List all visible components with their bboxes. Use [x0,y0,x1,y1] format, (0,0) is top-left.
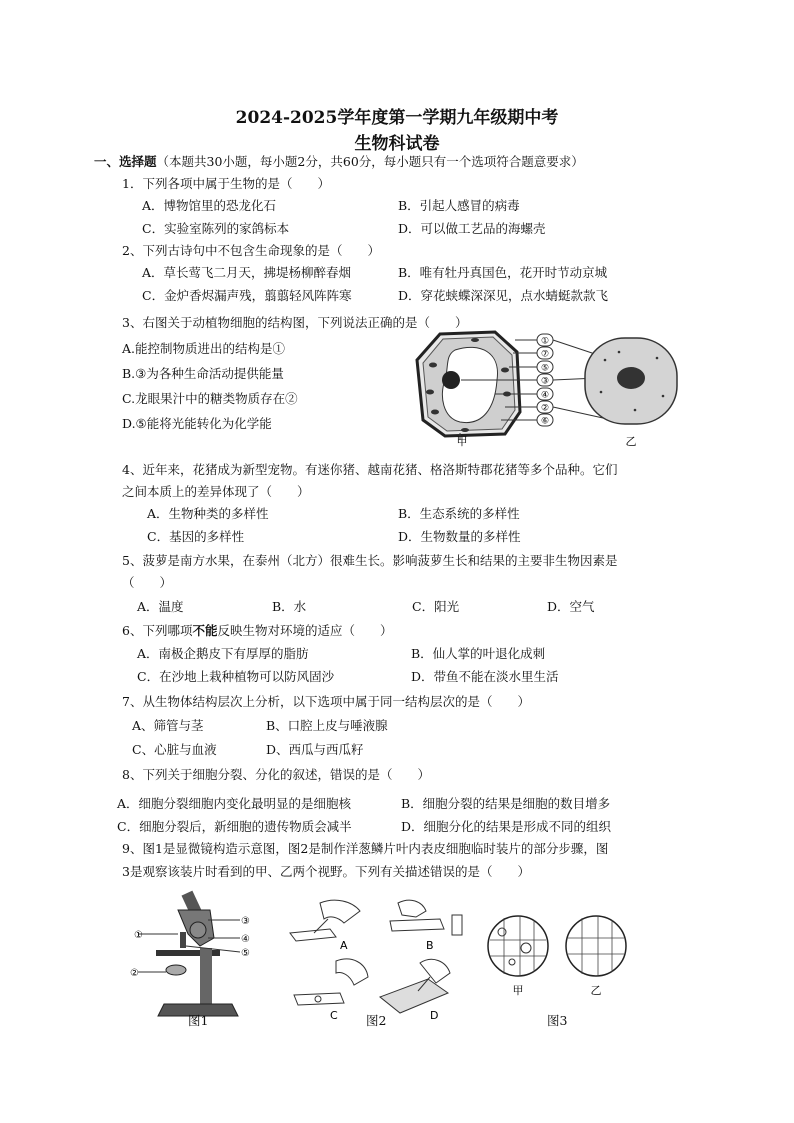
fig2-caption: 图2 [366,1013,387,1028]
q8-option-d: D．细胞分化的结果是形成不同的组织 [401,819,612,834]
section-heading [94,154,584,170]
q6-option-d: D．带鱼不能在淡水里生活 [411,669,559,684]
chloroplast [471,338,479,342]
label-6: ⑥ [540,416,550,427]
plant-cell-label: 甲 [456,435,468,448]
label-2: ② [540,403,550,414]
slide-a [290,929,336,941]
q2-option-d: D．穿花蛱蝶深深见，点水蜻蜓款款飞 [398,288,609,303]
label-3: ③ [540,376,550,387]
q4-option-a: A．生物种类的多样性 [147,506,269,521]
q9-stem-line1: 9、图1是显微镜构造示意图，图2是制作洋葱鳞片叶内表皮细胞临时装片的部分步骤，图 [122,841,609,856]
mirror [166,965,186,975]
q3-option-c: C.龙眼果汁中的糖类物质存在② [122,391,298,406]
q3-option-b: B.③为各种生命活动提供能量 [122,366,284,381]
q4-option-b: B．生态系统的多样性 [398,506,520,521]
animal-nucleus [617,367,645,389]
fig1-caption: 图1 [188,1013,209,1028]
fig1-label-5: ⑤ [241,948,250,959]
q8-option-b: B．细胞分裂的结果是细胞的数目增多 [401,796,611,811]
objective-lens [180,932,186,948]
chloroplast [431,410,439,415]
section-note: （本题共30小题，每小题2分，共60分，每小题只有一个选项符合题意要求） [156,154,584,169]
q2-option-b: B．唯有牡丹真国色，花开时节动京城 [398,265,608,280]
q3-stem: 3、右图关于动植物细胞的结构图，下列说法正确的是（ ） [122,315,468,330]
chloroplast [501,368,509,373]
view-jia [488,916,548,976]
chloroplast [429,363,437,368]
cell-diagram [405,330,683,448]
fig1-label-4: ④ [241,934,250,945]
cell-diagram-labels [537,334,553,427]
q6-stem-pre: 6、下列哪项 [122,623,193,638]
step-b-label: B [426,939,434,952]
dropper-a [314,919,328,933]
q2-stem: 2、下列古诗句中不包含生命现象的是（ ） [122,243,380,258]
microscope-figure [128,888,258,1028]
q4-stem-line1: 4、近年来，花猪成为新型宠物。有迷你猪、越南花猪、格洛斯特郡花猪等多个品种。它们 [122,462,618,477]
animal-cell-label: 乙 [625,435,637,448]
q8-stem: 8、下列关于细胞分裂、分化的叙述，错误的是（ ） [122,767,430,782]
view-yi-label: 乙 [590,984,602,997]
coarse-focus-knob [190,922,206,938]
step-d-label: D [430,1009,439,1022]
q7-option-a: A、筛管与茎 [132,718,204,733]
chloroplast [461,428,469,432]
slide-b [390,919,444,931]
hand-a [320,900,360,923]
exam-title: 2024-2025学年度第一学期九年级期中考 [235,108,559,128]
q4-option-d: D．生物数量的多样性 [398,529,521,544]
step-c-label: C [330,1009,338,1022]
fig1-label-2: ② [130,968,139,979]
q2-option-a: A．草长莺飞二月天，拂堤杨柳醉春烟 [142,265,352,280]
label-7: ⑦ [540,349,550,360]
pillar [200,948,212,1004]
hand-c [336,959,368,985]
hand-d [420,959,450,983]
microscope-views-figure [484,910,634,1000]
fig1-label-3: ③ [241,916,250,927]
q9-stem-line2: 3是观察该装片时看到的甲、乙两个视野。下列有关描述错误的是（ ） [122,864,530,879]
q6-stem [122,623,392,639]
q1-option-a: A．博物馆里的恐龙化石 [142,198,277,213]
onion-peel [380,979,448,1013]
q6-stem-post: 反映生物对环境的适应（ ） [217,623,393,638]
step-a-label: A [340,939,348,952]
q8-option-a: A．细胞分裂细胞内变化最明显的是细胞核 [117,796,352,811]
chloroplast [426,390,434,395]
q1-option-d: D．可以做工艺品的海螺壳 [398,221,546,236]
slide-c [294,993,344,1005]
q5-option-b: B．水 [272,599,307,614]
q7-option-c: C、心脏与血液 [132,742,217,757]
q7-option-d: D、西瓜与西瓜籽 [266,742,364,757]
slide-preparation-figure [280,893,470,1023]
view-yi [566,916,626,976]
fig3-caption: 图3 [547,1013,568,1028]
q5-option-d: D．空气 [547,599,595,614]
q6-option-a: A．南极企鹅皮下有厚厚的脂肪 [137,646,309,661]
q3-option-a: A.能控制物质进出的结构是① [122,341,286,356]
q6-stem-emphasis: 不能 [192,623,218,638]
plant-nucleus [442,371,460,389]
label-4: ④ [540,390,550,401]
q8-option-c: C．细胞分裂后，新细胞的遗传物质会减半 [117,819,352,834]
q6-option-c: C．在沙地上栽种植物可以防风固沙 [137,669,335,684]
q1-option-b: B．引起人感冒的病毒 [398,198,520,213]
q5-option-c: C．阳光 [412,599,460,614]
q1-stem: 1．下列各项中属于生物的是（ ） [122,176,330,191]
view-jia-label: 甲 [512,984,524,997]
q5-stem-line1: 5、菠萝是南方水果，在泰州（北方）很难生长。影响菠萝生长和结果的主要非生物因素是 [122,553,618,568]
q2-option-c: C．金炉香烬漏声残，翦翦轻风阵阵寒 [142,288,352,303]
q5-stem-line2: （ ） [122,575,173,590]
section-label: 一、选择题 [94,154,157,169]
q3-option-d: D.⑤能将光能转化为化学能 [122,416,272,431]
q5-option-a: A．温度 [137,599,184,614]
reagent-bottle [452,915,462,935]
label-5: ⑤ [540,363,550,374]
q7-stem: 7、从生物体结构层次上分析，以下选项中属于同一结构层次的是（ ） [122,694,530,709]
label-1: ① [540,336,550,347]
q7-option-b: B、口腔上皮与唾液腺 [266,718,388,733]
hand-b [398,900,426,917]
q4-option-c: C．基因的多样性 [147,529,245,544]
q4-stem-line2: 之间本质上的差异体现了（ ） [122,484,310,499]
q6-option-b: B．仙人掌的叶退化成刺 [411,646,546,661]
q1-option-c: C．实验室陈列的家鸽标本 [142,221,290,236]
exam-subject-title: 生物科试卷 [354,134,440,154]
fig1-label-1: ① [134,930,143,941]
